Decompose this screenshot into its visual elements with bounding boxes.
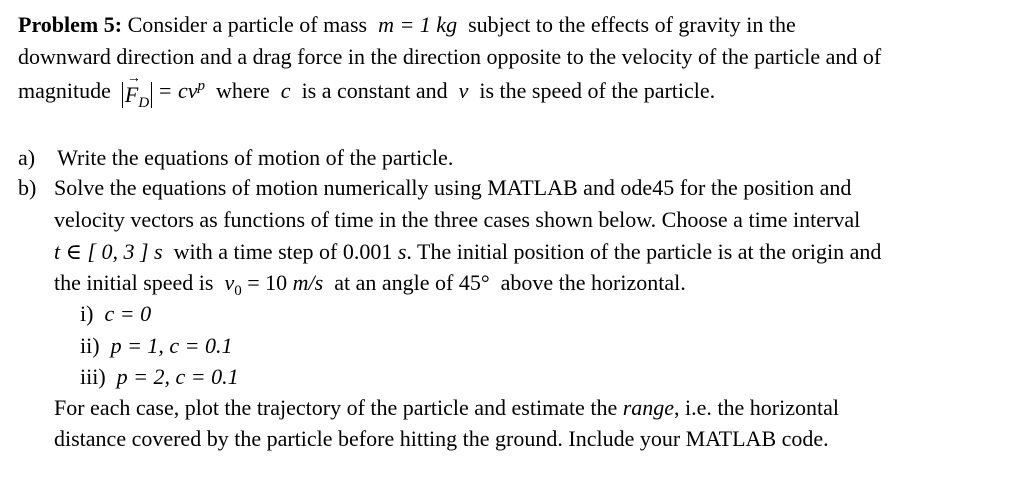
launch-angle: 45° (458, 270, 490, 295)
closing-text: distance covered by the particle before hitting the ground. Include your MATLAB code. (54, 426, 829, 451)
speed-v: v (458, 78, 469, 103)
intro-text: magnitude (18, 78, 111, 103)
case-expression: c = 0 (104, 301, 152, 326)
intro-line-1 (18, 10, 980, 40)
intro-text: subject to the effects of gravity in the (468, 12, 796, 37)
case-label: i) (80, 301, 94, 326)
part-b-text: velocity vectors as functions of time in the three cases shown below. Choose a time interval (54, 207, 861, 232)
intro-text: is a constant and (301, 78, 448, 103)
part-b-label-line (18, 173, 52, 203)
part-b-line-2 (54, 205, 860, 235)
part-b-label: b) (18, 175, 37, 200)
intro-text: downward direction and a drag force in the direction opposite to the velocity of the particle and of (18, 44, 882, 69)
part-b-line-3 (54, 237, 881, 267)
force-vector: → F (125, 82, 138, 108)
part-a (18, 143, 453, 173)
mass-expression: m = 1 kg (378, 12, 458, 37)
case-item (80, 330, 233, 362)
case-item (80, 298, 151, 330)
time-interval: t ∈ [ 0, 3 ] s (54, 239, 163, 264)
part-b-text: above the horizontal. (500, 270, 686, 295)
intro-text: Consider a particle of mass (127, 12, 368, 37)
initial-speed: $v_0$ (224, 270, 242, 299)
part-b-text: with a time step of 0.001 (173, 239, 393, 264)
part-a-label: a) (18, 145, 36, 170)
case-item (80, 361, 239, 393)
closing-text: , i.e. the horizontal (674, 395, 839, 420)
constant-c: c (280, 78, 291, 103)
speed-unit: m/s (292, 270, 324, 295)
part-a-text: Write the equations of motion of the particle. (57, 145, 454, 170)
part-b-line-4 (54, 268, 686, 298)
closing-line-2 (54, 424, 829, 454)
closing-line-1 (54, 393, 839, 423)
part-b-text: the initial speed is (54, 270, 214, 295)
intro-text: where (216, 78, 270, 103)
range-term: range (622, 395, 675, 420)
drag-force-expression: = $cv^p$ (157, 78, 206, 103)
intro-text: is the speed of the particle. (479, 78, 716, 103)
problem-number-label: Problem 5: (18, 12, 123, 37)
drag-force-magnitude: → $F_D$ (122, 82, 152, 108)
part-b-text: at an angle of (334, 270, 454, 295)
case-expression: p = 1, c = 0.1 (110, 333, 233, 358)
case-label: ii) (80, 333, 100, 358)
part-b-line-1 (54, 173, 851, 203)
intro-line-3 (18, 76, 716, 111)
case-label: iii) (80, 364, 106, 389)
part-b-text: . The initial position of the particle is at the origin and (406, 239, 882, 264)
case-expression: p = 2, c = 0.1 (116, 364, 239, 389)
part-b-text: Solve the equations of motion numerically using MATLAB and ode45 for the position and (54, 175, 852, 200)
time-unit: s (397, 239, 407, 264)
closing-text: For each case, plot the trajectory of the particle and estimate the (54, 395, 618, 420)
intro-line-2 (18, 42, 881, 72)
initial-speed-value: = 10 (247, 270, 288, 295)
